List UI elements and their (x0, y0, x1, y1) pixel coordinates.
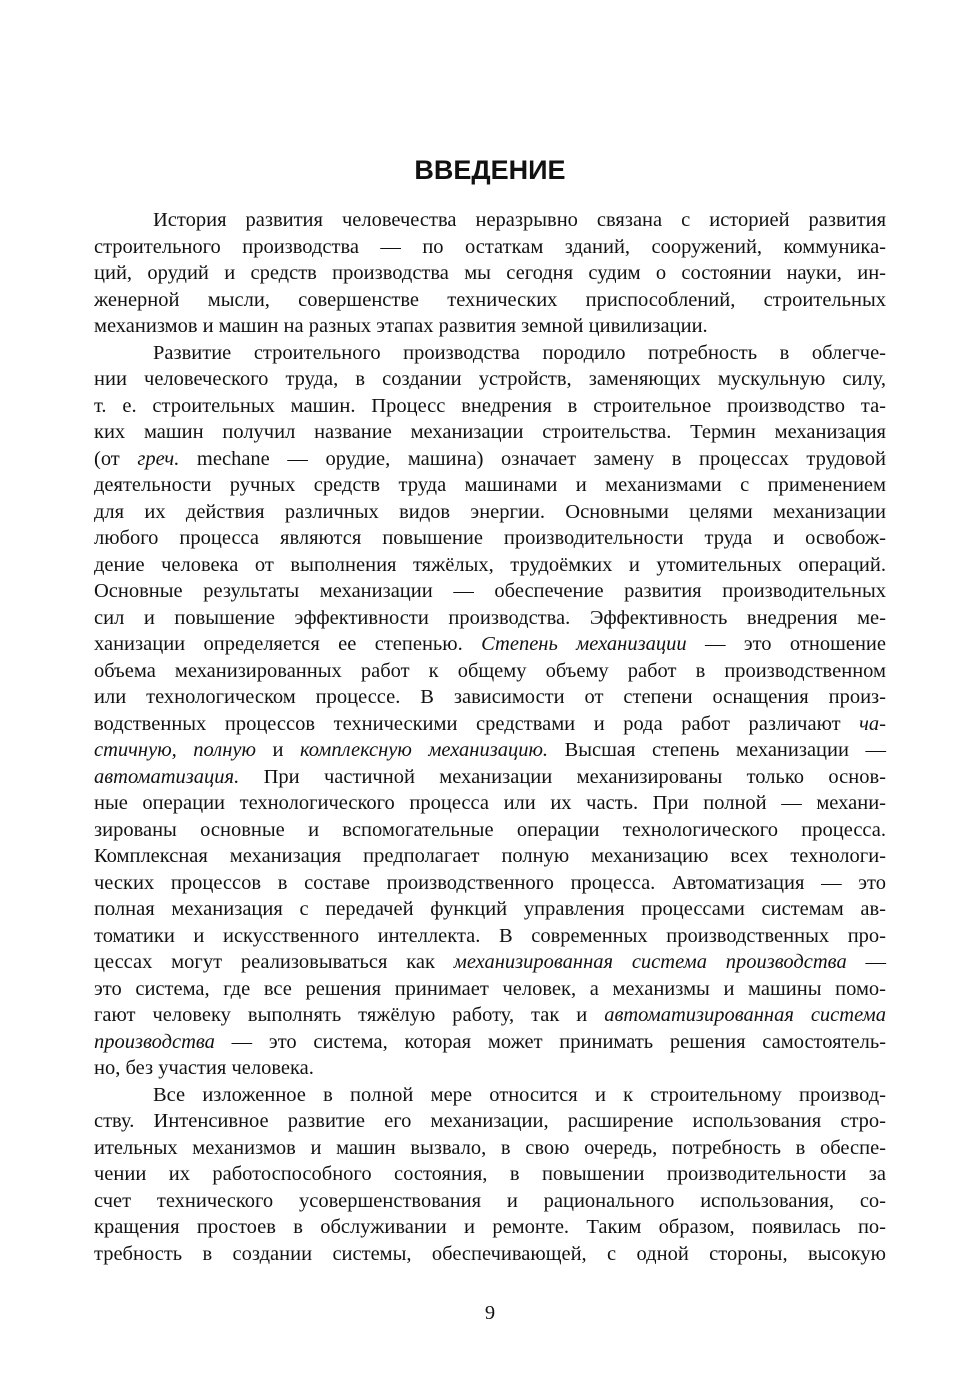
text-run: ких машин получил название механизации строительства. Термин механизация (94, 421, 886, 443)
text-run: ительных механизмов и машин вызвало, в свою очередь, потребность в обеспе- (94, 1136, 886, 1159)
text-run: и (255, 739, 300, 761)
italic-term: ча- (859, 712, 886, 735)
text-run: полная механизация с передачей функций управления процессами системам ав- (94, 898, 886, 920)
text-line (94, 552, 886, 579)
text-line (94, 1002, 886, 1029)
text-run: водственных процессов техническими средствами и рода работ различают (94, 712, 860, 735)
text-run: кращения простоев в обслуживании и ремонте. Таким образом, появилась по- (94, 1216, 886, 1238)
italic-term: греч. (137, 447, 180, 470)
italic-term: механизированная система производства (453, 951, 847, 973)
text-line (94, 817, 886, 844)
text-run: или технологическом процессе. В зависимости от степени оснащения произ- (94, 686, 886, 708)
italic-term: производства (94, 1030, 215, 1053)
text-line (94, 658, 886, 685)
text-line (94, 764, 886, 791)
text-run: Основные результаты механизации — обеспечение развития производительных (94, 580, 886, 602)
text-run: нии человеческого труда, в создании устройств, заменяющих мускульную силу, (94, 368, 886, 390)
italic-term: автоматизация. (94, 765, 240, 788)
text-run: томатики и искусственного интеллекта. В современных производственных про- (94, 924, 886, 947)
text-line (94, 1241, 886, 1268)
text-run: При частичной механизации механизированы только основ- (239, 765, 886, 788)
text-line (94, 684, 886, 711)
text-run: (от (94, 447, 138, 470)
text-line (94, 976, 886, 1003)
text-run: требность в создании системы, обеспечивающей, с одной стороны, высокую (94, 1242, 886, 1265)
text-run: для их действия различных видов энергии. Основными целями механизации (94, 500, 886, 523)
text-line (94, 896, 886, 923)
text-run: гают человеку выполнять тяжёлую работу, так и (94, 1004, 605, 1026)
text-run: mechane — орудие, машина) означает замену в процессах трудовой (179, 447, 887, 470)
text-run: это система, где все решения принимает человек, а механизмы и машины помо- (94, 977, 886, 1000)
text-line (94, 711, 886, 738)
text-run: Развитие строительного производства породило потребность в облегче- (153, 341, 886, 364)
text-run: ций, орудий и средств производства мы сегодня судим о состоянии науки, ин- (94, 262, 886, 284)
text-line (94, 260, 886, 287)
text-line (94, 340, 886, 367)
body-text (94, 207, 886, 1267)
text-run: любого процесса являются повышение производительности труда и освобож- (94, 527, 886, 549)
text-run: строительного производства — по остаткам зданий, сооружений, коммуника- (94, 235, 886, 258)
text-line (94, 605, 886, 632)
text-run: деятельности ручных средств труда машинами и механизмами с применением (94, 474, 886, 496)
text-line (94, 1108, 886, 1135)
text-line (94, 1082, 886, 1109)
text-line (94, 631, 886, 658)
text-line (94, 234, 886, 261)
italic-term: автоматизированная система (604, 1004, 886, 1026)
page-number: 9 (484, 1302, 496, 1324)
text-line (94, 366, 886, 393)
text-line (94, 843, 886, 870)
text-line (94, 446, 886, 473)
text-line (94, 870, 886, 897)
text-run: Высшая степень механизации — (548, 739, 886, 761)
text-run: ческих процессов в составе производственного процесса. Автоматизация — это (94, 871, 886, 894)
text-run: сил и повышение эффективности производства. Эффективность внедрения ме- (94, 606, 886, 629)
text-line (94, 472, 886, 499)
text-run: ные операции технологического процесса или их часть. При полной — механи- (94, 792, 886, 814)
text-run: объема механизированных работ к общему объему работ в производственном (94, 659, 886, 682)
text-run: счет технического усовершенствования и рационального использования, со- (94, 1189, 886, 1212)
text-run: Все изложенное в полной мере относится и к строительному производ- (153, 1083, 886, 1106)
text-line (94, 499, 886, 526)
text-run: — это система, которая может принимать решения самостоятель- (214, 1030, 886, 1053)
text-run: т. е. строительных машин. Процесс внедрения в строительное производство та- (94, 394, 886, 417)
text-run: История развития человечества неразрывно связана с историей развития (153, 209, 886, 231)
text-run: зированы основные и вспомогательные операции технологического процесса. (94, 818, 886, 841)
text-line (94, 393, 886, 420)
text-run: но, без участия человека. (94, 1057, 314, 1079)
text-run: — (846, 951, 887, 973)
text-line (94, 419, 886, 446)
text-line (94, 923, 886, 950)
text-line (94, 525, 886, 552)
italic-term: стичную, полную (94, 739, 256, 761)
text-line (94, 287, 886, 314)
text-line (94, 1188, 886, 1215)
text-run: Комплексная механизация предполагает полную механизацию всех технологи- (94, 845, 886, 867)
text-line (94, 1135, 886, 1162)
text-run: механизмов и машин на разных этапах развития земной цивилизации. (94, 315, 708, 337)
text-line (94, 1029, 886, 1056)
text-line (94, 1214, 886, 1241)
text-line (94, 313, 886, 340)
text-run: — это отношение (686, 633, 887, 655)
text-line (94, 949, 886, 976)
text-run: цессах могут реализовываться как (94, 951, 454, 973)
italic-term: Степень механизации (481, 633, 687, 655)
text-run: ству. Интенсивное развитие его механизации, расширение использования стро- (94, 1110, 886, 1132)
document-page (94, 0, 886, 1386)
text-run: женерной мысли, совершенстве технических приспособлений, строительных (94, 288, 886, 311)
italic-term: комплексную механизацию. (300, 739, 549, 761)
text-line (94, 790, 886, 817)
text-run: ханизации определяется ее степенью. (94, 633, 482, 655)
text-line (94, 578, 886, 605)
text-run: чении их работоспособного состояния, в повышении производительности за (94, 1163, 886, 1185)
text-line (94, 1161, 886, 1188)
text-run: дение человека от выполнения тяжёлых, трудоёмких и утомительных операций. (94, 553, 886, 576)
text-line (94, 737, 886, 764)
text-line (94, 1055, 886, 1082)
text-line (94, 207, 886, 234)
page-title: ВВЕДЕНИЕ (414, 155, 566, 185)
